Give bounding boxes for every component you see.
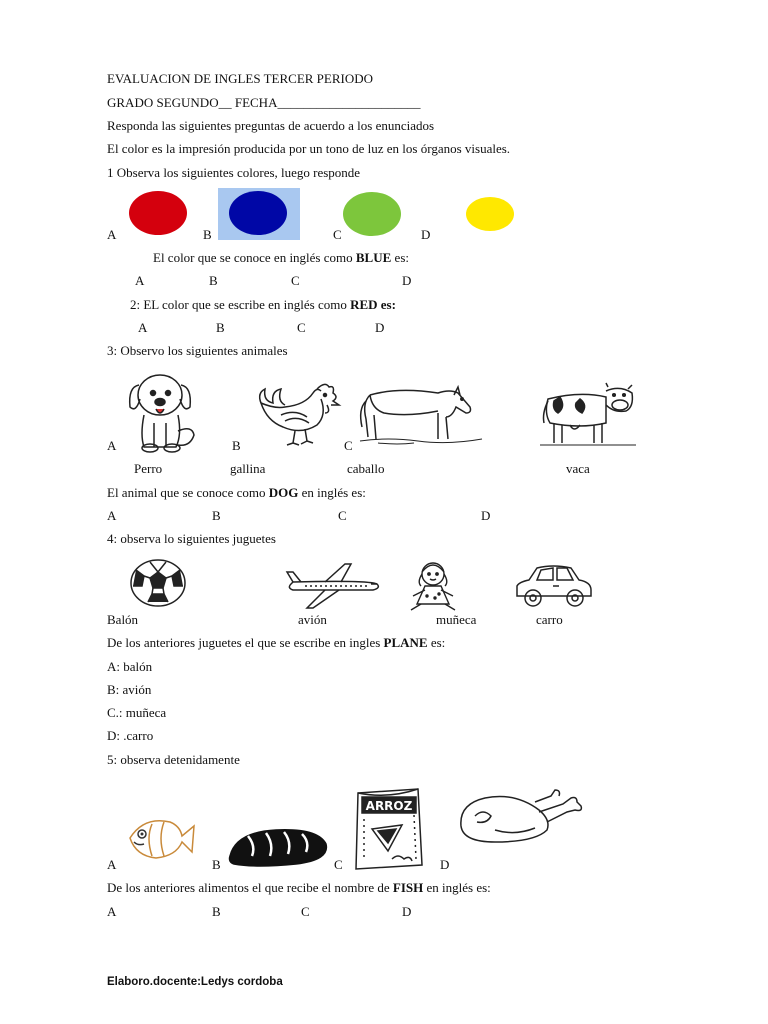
q4-prompt: 4: observa lo siguientes juguetes (107, 531, 276, 546)
q4-question: De los anteriores juguetes el que se escribe en ingles PLANE es: (107, 635, 446, 650)
q2-answer-a[interactable]: A (138, 320, 148, 335)
q1-label-d: D (421, 227, 431, 242)
toy-name-ball: Balón (107, 612, 139, 627)
q1-label-b: B (203, 227, 212, 242)
rice-bag-picture (352, 785, 426, 871)
q3-answer-c[interactable]: C (338, 508, 347, 523)
instructions-text: Responda las siguientes preguntas de acuerdo a los enunciados (107, 118, 435, 133)
q5-prompt: 5: observa detenidamente (107, 752, 240, 767)
toy-name-doll: muñeca (436, 612, 477, 627)
q1-answer-b[interactable]: B (209, 273, 218, 288)
rice-bag-label: ARROZ (365, 799, 413, 813)
color-definition-text: El color es la impresión producida por un tono de luz en los órganos visuales. (107, 141, 511, 156)
dog-picture (120, 365, 200, 453)
q5-answer-b[interactable]: B (212, 904, 221, 919)
animal-name-hen: gallina (230, 461, 266, 476)
q4-option-a[interactable]: A: balón (107, 659, 153, 674)
ball-picture (130, 558, 186, 608)
animal-name-horse: caballo (347, 461, 385, 476)
q1-question: El color que se conoce en inglés como BLUE es: (153, 250, 409, 265)
q5-answer-d[interactable]: D (402, 904, 412, 919)
q1-label-a: A (107, 227, 117, 242)
q5-label-a: A (107, 857, 117, 872)
q4-option-d[interactable]: D: .carro (107, 728, 154, 743)
document-title: EVALUACION DE INGLES TERCER PERIODO (107, 71, 374, 86)
bread-picture (226, 826, 330, 870)
animal-name-dog: Perro (134, 461, 163, 476)
toy-name-airplane: avión (298, 612, 327, 627)
q5-answer-a[interactable]: A (107, 904, 117, 919)
q1-answer-d[interactable]: D (402, 273, 412, 288)
grade-date-line: GRADO SEGUNDO__ FECHA______________________ (107, 95, 421, 110)
q2-question: 2: EL color que se escribe en inglés como RED es: (130, 297, 396, 312)
author-footer: Elaboro.docente:Ledys cordoba (107, 976, 283, 988)
q3-answer-b[interactable]: B (212, 508, 221, 523)
q1-answer-a[interactable]: A (135, 273, 145, 288)
q1-prompt: 1 Observa los siguientes colores, luego responde (107, 165, 361, 180)
q3-answer-d[interactable]: D (481, 508, 491, 523)
q3-label-c: C (344, 438, 353, 453)
cow-picture (540, 383, 636, 447)
q5-answer-c[interactable]: C (301, 904, 310, 919)
q2-answer-b[interactable]: B (216, 320, 225, 335)
red-color-circle (125, 188, 191, 240)
q3-label-a: A (107, 438, 117, 453)
horse-picture (358, 383, 484, 447)
q2-answer-c[interactable]: C (297, 320, 306, 335)
q4-option-b[interactable]: B: avión (107, 682, 152, 697)
q1-label-c: C (333, 227, 342, 242)
roast-chicken-picture (455, 786, 585, 850)
q2-answer-d[interactable]: D (375, 320, 385, 335)
toy-name-car: carro (536, 612, 563, 627)
car-picture (513, 562, 595, 610)
q4-option-c[interactable]: C.: muñeca (107, 705, 167, 720)
airplane-picture (285, 562, 383, 612)
green-color-circle (339, 188, 405, 240)
blue-color-circle (218, 188, 300, 240)
q5-label-d: D (440, 857, 450, 872)
q3-question: El animal que se conoce como DOG en inglés es: (107, 485, 366, 500)
q5-label-c: C (334, 857, 343, 872)
q5-question: De los anteriores alimentos el que recibe el nombre de FISH en inglés es: (107, 880, 491, 895)
fish-picture (124, 812, 196, 864)
q3-prompt: 3: Observo los siguientes animales (107, 343, 288, 358)
q3-answer-a[interactable]: A (107, 508, 117, 523)
yellow-color-circle (466, 196, 518, 236)
q1-answer-c[interactable]: C (291, 273, 300, 288)
q5-label-b: B (212, 857, 221, 872)
q3-label-b: B (232, 438, 241, 453)
hen-picture (255, 375, 345, 447)
animal-name-cow: vaca (566, 461, 590, 476)
doll-picture (405, 560, 461, 614)
